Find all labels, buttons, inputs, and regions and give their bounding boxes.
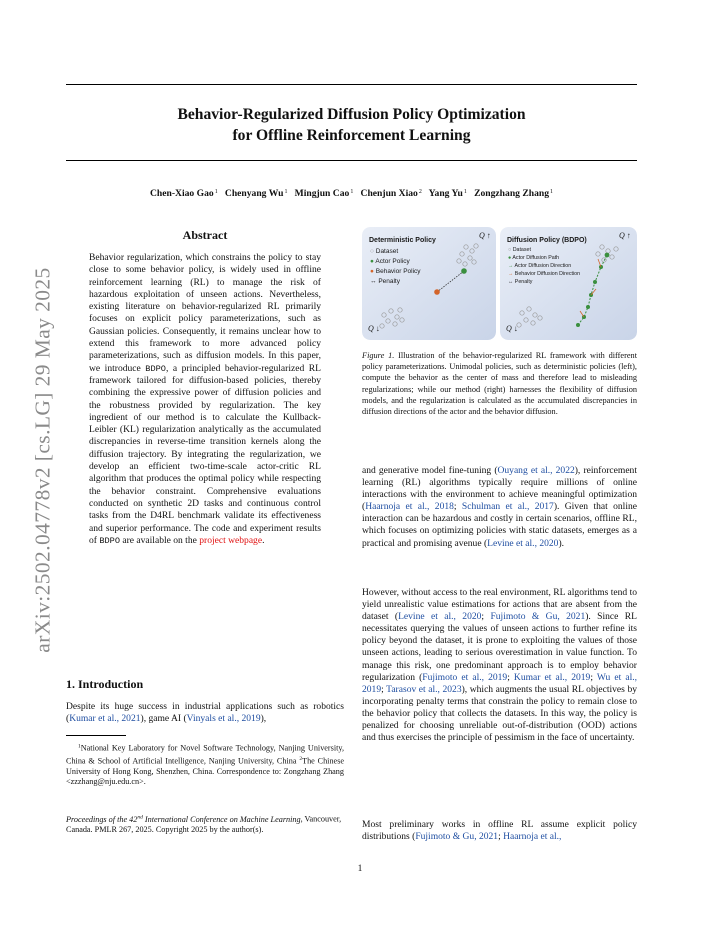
citation-link[interactable]: Levine et al., 2020: [398, 611, 482, 623]
figure-caption: Figure 1. Illustration of the behavior-regularized RL framework with different policy parameterizations. Unimodal policies, such as deterministic policies (left), compute the behavior as the center of mass and therefore lead to misleading regularizations; while our method (right) harnesses the flexibility of diffusion models, and the regularization is calculated as the accumulated discrepancies in diffusion directions of the actor and the behavior diffusion.: [362, 351, 637, 417]
citation-link[interactable]: Fujimoto & Gu, 2021: [415, 831, 499, 843]
legend-actor-direction: → Actor Diffusion Direction: [508, 263, 572, 269]
paper-title: [66, 104, 637, 146]
body-paragraph: Most preliminary works in offline RL assume explicit policy distributions (Fujimoto & Gu, 2021; Haarnoja et al.,: [362, 819, 637, 843]
intro-paragraph: Despite its huge success in industrial applications such as robotics (Kumar et al., 2021), game AI (Vinyals et al., 2019),: [66, 701, 344, 725]
legend-behavior: ● Behavior Policy: [370, 268, 421, 275]
proceedings-note: Proceedings of the 42nd International Conference on Machine Learning, Vancouver, Canada. PMLR 267, 2025. Copyright 2025 by the author(s).: [66, 814, 342, 834]
author: Chenjun Xiao$^2$: [360, 188, 422, 199]
citation-link[interactable]: Fujimoto & Gu, 2021: [490, 611, 586, 623]
q-down-label: Q ↓: [368, 324, 380, 333]
citation-link[interactable]: Haarnoja et al.,: [503, 831, 562, 843]
arxiv-stamp: arXiv:2502.04778v2 [cs.LG] 29 May 2025: [30, 267, 55, 653]
legend-behavior-direction: → Behavior Diffusion Direction: [508, 271, 581, 277]
legend-dataset: ○ Dataset: [370, 248, 399, 255]
body-paragraph: However, without access to the real environment, RL algorithms tend to yield unrealistic value estimations for actions that are absent from the dataset (Levine et al., 2020; Fujimoto & Gu, 2021). Since RL necessitates querying the values of unseen actions to further refine its policy beyond the dataset, it is prone to exploiting the values of those unseen actions, leading to serious overestimation in value function. To manage this risk, one predominant approach is to employ behavior regularization (Fujimoto et al., 2019; Kumar et al., 2019; Wu et al., 2019; Tarasov et al., 2023), which augments the usual RL objectives by incorporating penalty terms that constrain the policy to remain close to the behavior policy that collects the datasets. In this way, the policy is penalized for choosing unreliable out-of-distribution (OOD) actions and thus exercises the principle of pessimism in the face of uncertainty.: [362, 587, 638, 744]
panel-title: Deterministic Policy: [369, 237, 436, 244]
project-webpage-link[interactable]: project webpage: [199, 534, 263, 546]
author: Chenyang Wu$^1$: [224, 188, 288, 199]
author: Yang Yu$^1$: [428, 188, 467, 199]
method-name: BDPO: [99, 535, 120, 546]
footnote-rule: [66, 735, 126, 736]
page-number: 1: [357, 864, 363, 874]
legend-actor-path: ● Actor Diffusion Path: [508, 255, 560, 261]
citation-link[interactable]: Levine et al., 2020: [487, 537, 559, 549]
abstract-body: Behavior regularization, which constrains the policy to stay close to some behavior policy, is widely used in offline reinforcement learning (RL) to manage the risk of hazardous exploitation of unseen actions. Nevertheless, existing literature on behavior-regularized RL primarily focuses on explicit policy parameterizations, such as Gaussian policies. Consequently, it remains unclear how to extend this framework to more advanced policy parameterizations, such as diffusion models. In this paper, we introduce BDPO, a principled behavior-regularized RL framework tailored for diffusion-based policies, thereby combining the expressive power of diffusion policies and the robustness provided by regularization. The key ingredient of our method is to calculate the Kullback-Leibler (KL) regularization analytically as the accumulated discrepancies in reverse-time transition kernels along the diffusion trajectory. By integrating the regularization, we develop an efficient two-time-scale actor-critic RL algorithm that produces the optimal policy while respecting the behavior constraint. Comprehensive evaluations conducted on synthetic 2D tasks and continuous control tasks from the D4RL benchmark validate its effectiveness and superior performance. The code and experiment results of BDPO are available on the project webpage.: [89, 252, 321, 546]
title-line-2: for Offline Reinforcement Learning: [232, 127, 471, 144]
author: Chen-Xiao Gao$^1$: [149, 188, 218, 199]
citation-link[interactable]: Vinyals et al., 2019: [186, 713, 261, 725]
citation-link[interactable]: Ouyang et al., 2022: [497, 465, 575, 476]
panel-title: Diffusion Policy (BDPO): [507, 237, 587, 244]
author: Zongzhang Zhang$^1$: [474, 188, 554, 199]
method-name: BDPO: [145, 363, 166, 374]
abstract-heading: Abstract: [182, 228, 228, 242]
title-bottom-rule: [66, 160, 637, 161]
citation-link[interactable]: Haarnoja et al., 2018: [365, 501, 454, 513]
q-up-label: Q ↑: [479, 231, 491, 240]
legend-dataset: ○ Dataset: [508, 247, 531, 253]
legend-actor: ● Actor Policy: [370, 258, 410, 265]
citation-link[interactable]: Kumar et al., 2019: [513, 671, 591, 683]
q-down-label: Q ↓: [506, 324, 518, 333]
author: Mingjun Cao$^1$: [294, 188, 354, 199]
citation-link[interactable]: Fujimoto et al., 2019: [422, 671, 508, 683]
body-paragraph: and generative model fine-tuning (Ouyang et al., 2022), reinforcement learning (RL) algorithms typically require millions of online interactions with the environment to achieve meaningful optimization (Haarnoja et al., 2018; Schulman et al., 2017). Given that online interaction can be hazardous and costly in certain scenarios, offline RL, which focuses on optimizing policies with static datasets, emerges as a practical and promising avenue (Levine et al., 2020).: [362, 465, 637, 549]
title-line-1: Behavior-Regularized Diffusion Policy Optimization: [177, 106, 526, 123]
citation-link[interactable]: Tarasov et al., 2023: [386, 683, 462, 695]
author-list: [66, 188, 637, 199]
legend-penalty: ↔ Penalty: [508, 279, 533, 285]
affiliation-footnote: $^1$National Key Laboratory for Novel Software Technology, Nanjing University, China & School of Artificial Intelligence, Nanjing University, China $^2$The Chinese University of Hong Kong, Shenzhen, China. Correspondence to: Zongzhang Zhang <zzzhang@nju.edu.cn>.: [66, 743, 345, 787]
figure-panel-deterministic: [362, 227, 496, 340]
section-heading-introduction: 1. Introduction: [66, 677, 144, 691]
figure-panel-diffusion: [500, 227, 637, 340]
top-rule: [66, 84, 637, 85]
legend-penalty: ↔ Penalty: [370, 278, 400, 285]
citation-link[interactable]: Wu et al., 2019: [362, 671, 638, 695]
citation-link[interactable]: Kumar et al., 2021: [69, 713, 141, 725]
q-up-label: Q ↑: [619, 231, 631, 240]
citation-link[interactable]: Schulman et al., 2017: [461, 501, 554, 513]
